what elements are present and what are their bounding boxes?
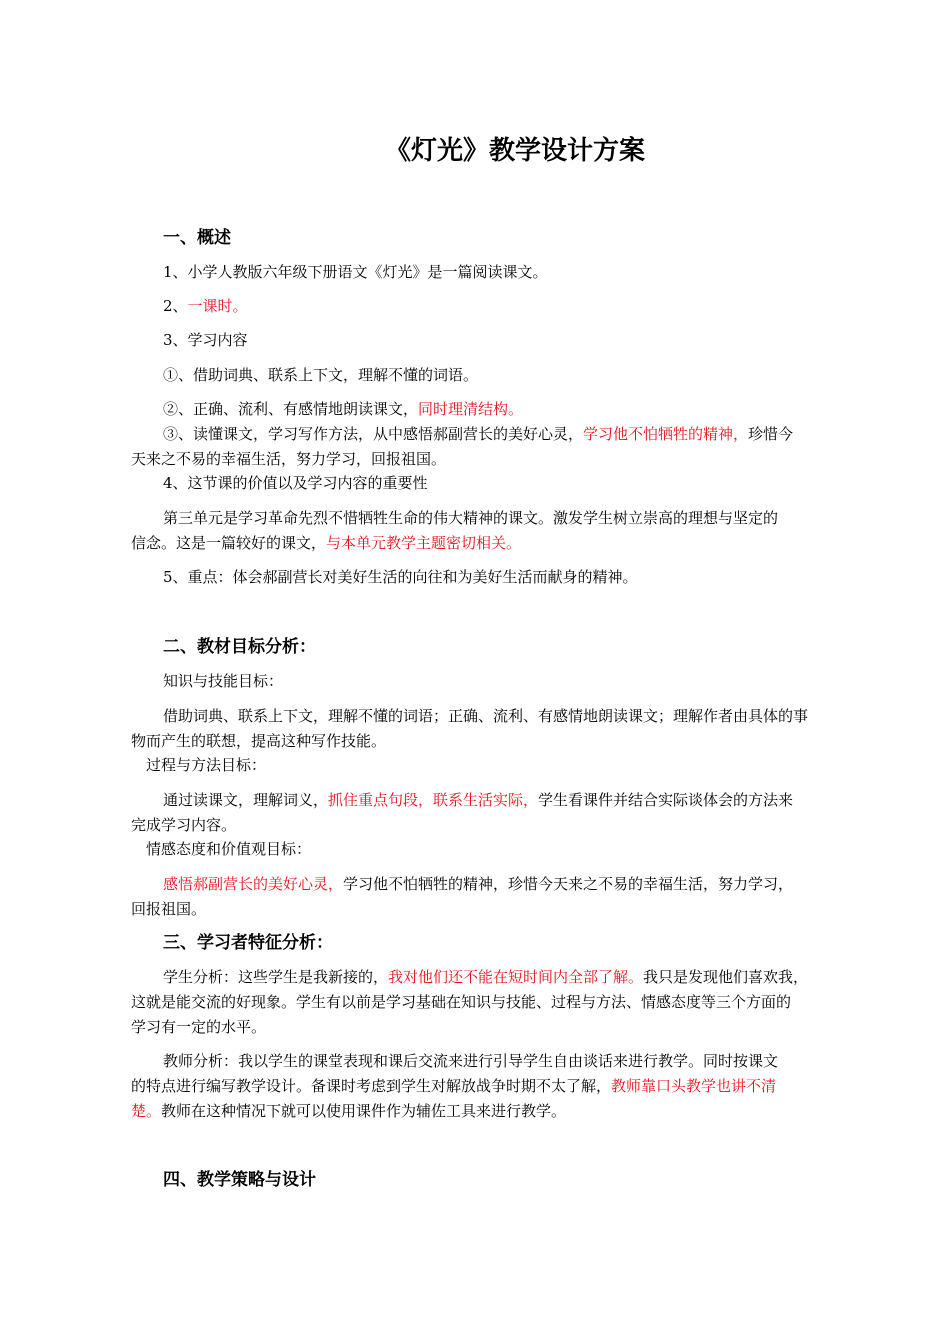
emotion-goal-highlight: 感悟郝副营长的美好心灵，: [163, 875, 344, 893]
content-sub-2-highlight: 同时理清结构。: [418, 400, 524, 418]
process-goal-text: 通过读课文，理解词义，: [163, 791, 329, 809]
knowledge-goal-label: 知识与技能目标：: [163, 672, 284, 690]
overview-item-2-prefix: 2、: [163, 297, 188, 315]
student-analysis-text: 学生分析：这些学生是我新接的，: [163, 968, 389, 986]
section-4-heading: 四、教学策略与设计: [163, 1170, 316, 1190]
content-sub-3-suffix: 珍惜今: [748, 425, 794, 443]
teacher-analysis-suffix: 教师在这种情况下就可以使用课件作为辅佐工具来进行教学。: [161, 1102, 567, 1120]
knowledge-goal-line-2: 物而产生的联想，提高这种写作技能。: [131, 732, 387, 750]
overview-item-1: 1、小学人教版六年级下册语文《灯光》是一篇阅读课文。: [163, 263, 548, 281]
content-sub-3-highlight: 学习他不怕牺牲的精神，: [583, 425, 749, 443]
student-analysis-line-1: [163, 967, 808, 987]
value-paragraph-highlight: 与本单元教学主题密切相关。: [326, 534, 522, 552]
emotion-goal-line-2: 回报祖国。: [131, 900, 207, 918]
overview-item-4: 4、这节课的价值以及学习内容的重要性: [163, 474, 428, 492]
emotion-goal-line-1: [163, 874, 793, 894]
student-analysis-line-3: 学习有一定的水平。: [131, 1018, 267, 1036]
teacher-analysis-line-2: [131, 1076, 776, 1096]
teacher-analysis-line-3: [131, 1101, 566, 1121]
process-goal-line-1: [163, 790, 793, 810]
process-goal-line-2: 完成学习内容。: [131, 816, 237, 834]
value-paragraph-line-1: 第三单元是学习革命先烈不惜牺牲生命的伟大精神的课文。激发学生树立崇高的理想与坚定的: [163, 509, 779, 527]
process-goal-label: 过程与方法目标：: [146, 756, 267, 774]
process-goal-highlight: 抓住重点句段，联系生活实际，: [328, 791, 539, 809]
overview-item-3: 3、学习内容: [163, 331, 248, 349]
content-sub-2: [163, 399, 523, 419]
overview-item-2: [163, 296, 248, 316]
value-paragraph-line-2: [131, 533, 521, 553]
teacher-analysis-highlight-end: 楚。: [131, 1102, 162, 1120]
content-sub-3: [163, 424, 793, 444]
teacher-analysis-text: 的特点进行编写教学设计。备课时考虑到学生对解放战争时期不太了解，: [131, 1077, 612, 1095]
overview-item-2-highlight: 一课时。: [187, 297, 248, 315]
process-goal-suffix: 学生看课件并结合实际谈体会的方法来: [538, 791, 794, 809]
emotion-goal-text: 学习他不怕牺牲的精神，珍惜今天来之不易的幸福生活，努力学习，: [343, 875, 794, 893]
content-sub-3-text: ③、读懂课文，学习写作方法，从中感悟郝副营长的美好心灵，: [163, 425, 584, 443]
student-analysis-line-2: 这就是能交流的好现象。学生有以前是学习基础在知识与技能、过程与方法、情感态度等三个方面的: [131, 993, 792, 1011]
teacher-analysis-line-1: 教师分析：我以学生的课堂表现和课后交流来进行引导学生自由谈话来进行教学。同时按课文: [163, 1052, 779, 1070]
section-2-heading: 二、教材目标分析：: [163, 637, 316, 657]
content-sub-1: ①、借助词典、联系上下文，理解不懂的词语。: [163, 366, 479, 384]
content-sub-3-line-2: 天来之不易的幸福生活，努力学习，回报祖国。: [131, 450, 447, 468]
section-1-heading: 一、概述: [163, 228, 231, 248]
student-analysis-highlight: 我对他们还不能在短时间内全部了解。: [388, 968, 644, 986]
knowledge-goal-line-1: 借助词典、联系上下文，理解不懂的词语；正确、流利、有感情地朗读课文；理解作者由具体的事: [163, 707, 809, 725]
emotion-goal-label: 情感态度和价值观目标：: [146, 840, 312, 858]
overview-item-5: 5、重点：体会郝副营长对美好生活的向往和为美好生活而献身的精神。: [163, 568, 638, 586]
content-sub-2-text: ②、正确、流利、有感情地朗读课文，: [163, 400, 419, 418]
value-paragraph-text: 信念。这是一篇较好的课文，: [131, 534, 327, 552]
teacher-analysis-highlight: 教师靠口头教学也讲不清: [611, 1077, 777, 1095]
page-title: 《灯光》教学设计方案: [384, 136, 645, 166]
section-3-heading: 三、学习者特征分析：: [163, 933, 333, 953]
student-analysis-suffix: 我只是发现他们喜欢我，: [643, 968, 809, 986]
